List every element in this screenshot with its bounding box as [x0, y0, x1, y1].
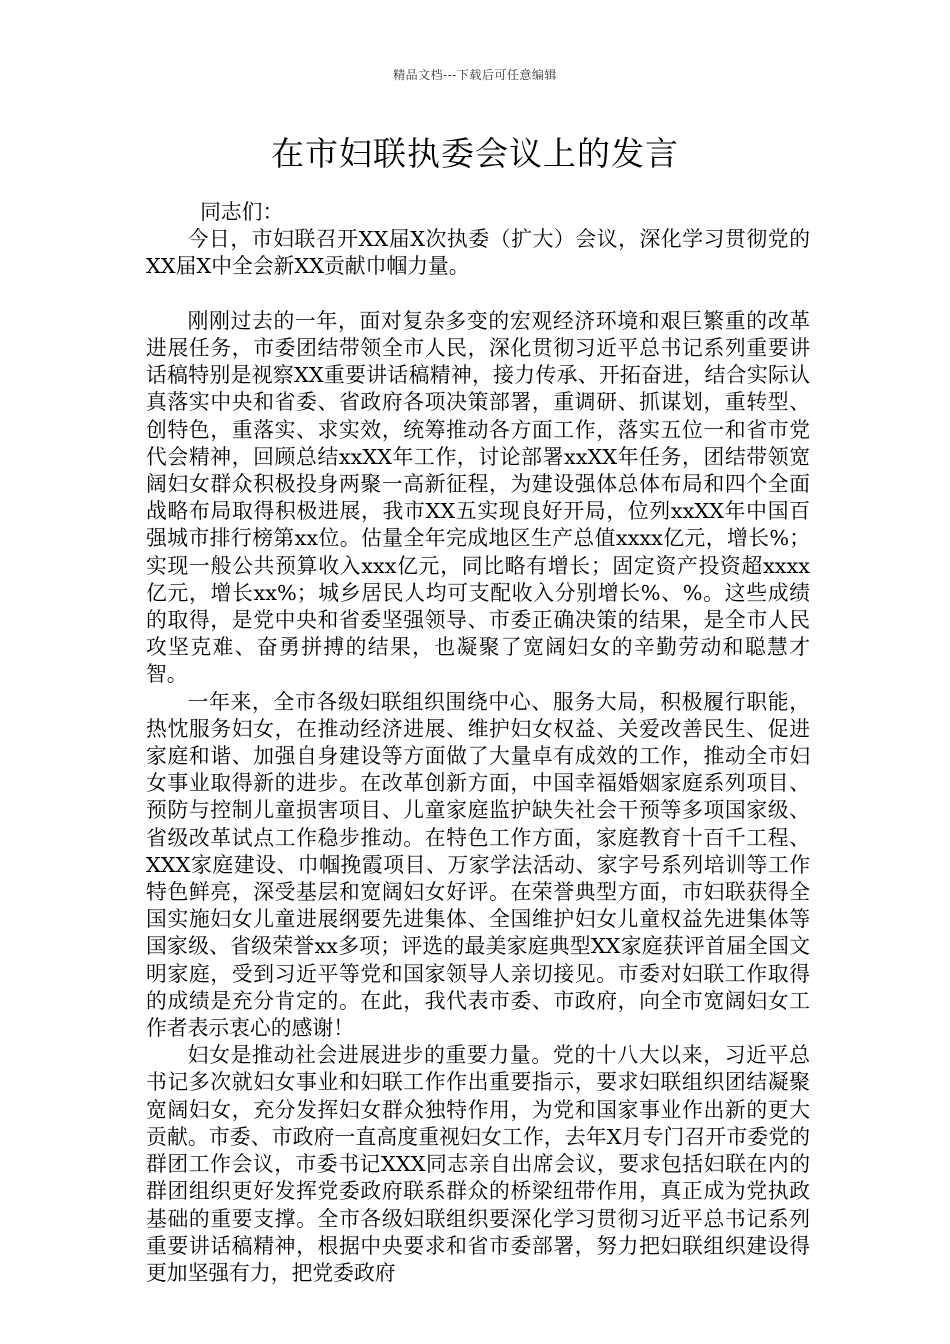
greeting: 同志们：: [200, 200, 284, 224]
document-title: 在市妇联执委会议上的发言: [271, 134, 679, 173]
paragraph-review: 刚刚过去的一年，面对复杂多变的宏观经济环境和艰巨繁重的改革进展任务，市委团结带领全市人民，深化贯彻习近平总书记系列重要讲话稿特别是视察XX重要讲话稿精神，接力传承、开拓奋进，结合实际认真落实中央和省委、省政府各项决策部署，重调研、抓谋划，重转型、创特色，重落实、求实效，统筹推动各方面工作，落实五位一和省市党代会精神，回顾总结xxXX年工作，讨论部署xxXX年任务，团结带领宽阔妇女群众积极投身两聚一高新征程，为建设强体总体布局和四个全面战略布局取得积极进展，我市XX五实现良好开局，位列xxXX年中国百强城市排行榜第xx位。估量全年完成地区生产总值xxxx亿元，增长%；实现一般公共预算收入xxx亿元，同比略有增长；固定资产投资超xxxx亿元，增长xx%；城乡居民人均可支配收入分别增长%、%。这些成绩的取得，是党中央和省委坚强领导、市委正确决策的结果，是全市人民攻坚克难、奋勇拼搏的结果，也凝聚了宽阔妇女的辛勤劳动和聪慧才智。: [146, 308, 810, 687]
paragraph-women-role: 妇女是推动社会进展进步的重要力量。党的十八大以来，习近平总书记多次就妇女事业和妇联工作作出重要指示，要求妇联组织团结凝聚宽阔妇女，充分发挥妇女群众独特作用，为党和国家事业作出新的更大贡献。市委、市政府一直高度重视妇女工作，去年X月专门召开市委党的群团工作会议，市委书记XXX同志亲自出席会议，要求包括妇联在内的群团组织更好发挥党委政府联系群众的桥梁纽带作用，真正成为党执政基础的重要支撑。全市各级妇联组织要深化学习贯彻习近平总书记系列重要讲话稿精神，根据中央要求和省市委部署，努力把妇联组织建设得更加坚强有力，把党委政府: [146, 1043, 810, 1285]
document-body: [146, 199, 810, 1287]
header-note: 精品文档---下载后可任意编辑: [393, 68, 557, 82]
paragraph-intro: 今日，市妇联召开XX届X次执委（扩大）会议，深化学习贯彻党的XX届X中全会新XX贡献巾帼力量。: [146, 227, 810, 279]
paragraph-achievements: 一年来，全市各级妇联组织围绕中心、服务大局，积极履行职能，热忱服务妇女，在推动经济进展、维护妇女权益、关爱改善民生、促进家庭和谐、加强自身建设等方面做了大量卓有成效的工作，推动全市妇女事业取得新的进步。在改革创新方面，中国幸福婚姻家庭系列项目、预防与控制儿童损害项目、儿童家庭监护缺失社会干预等多项国家级、省级改革试点工作稳步推动。在特色工作方面，家庭教育十百千工程、XXX家庭建设、巾帼挽霞项目、万家学法活动、家字号系列培训等工作特色鲜亮，深受基层和宽阔妇女好评。在荣誉典型方面，市妇联获得全国实施妇女儿童进展纲要先进集体、全国维护妇女儿童权益先进集体等国家级、省级荣誉xx多项；评选的最美家庭典型XX家庭获评首届全国文明家庭，受到习近平等党和国家领导人亲切接见。市委对妇联工作取得的成绩是充分肯定的。在此，我代表市委、市政府，向全市宽阔妇女工作者表示衷心的感谢！: [146, 689, 810, 1041]
blank-line: [146, 281, 810, 308]
